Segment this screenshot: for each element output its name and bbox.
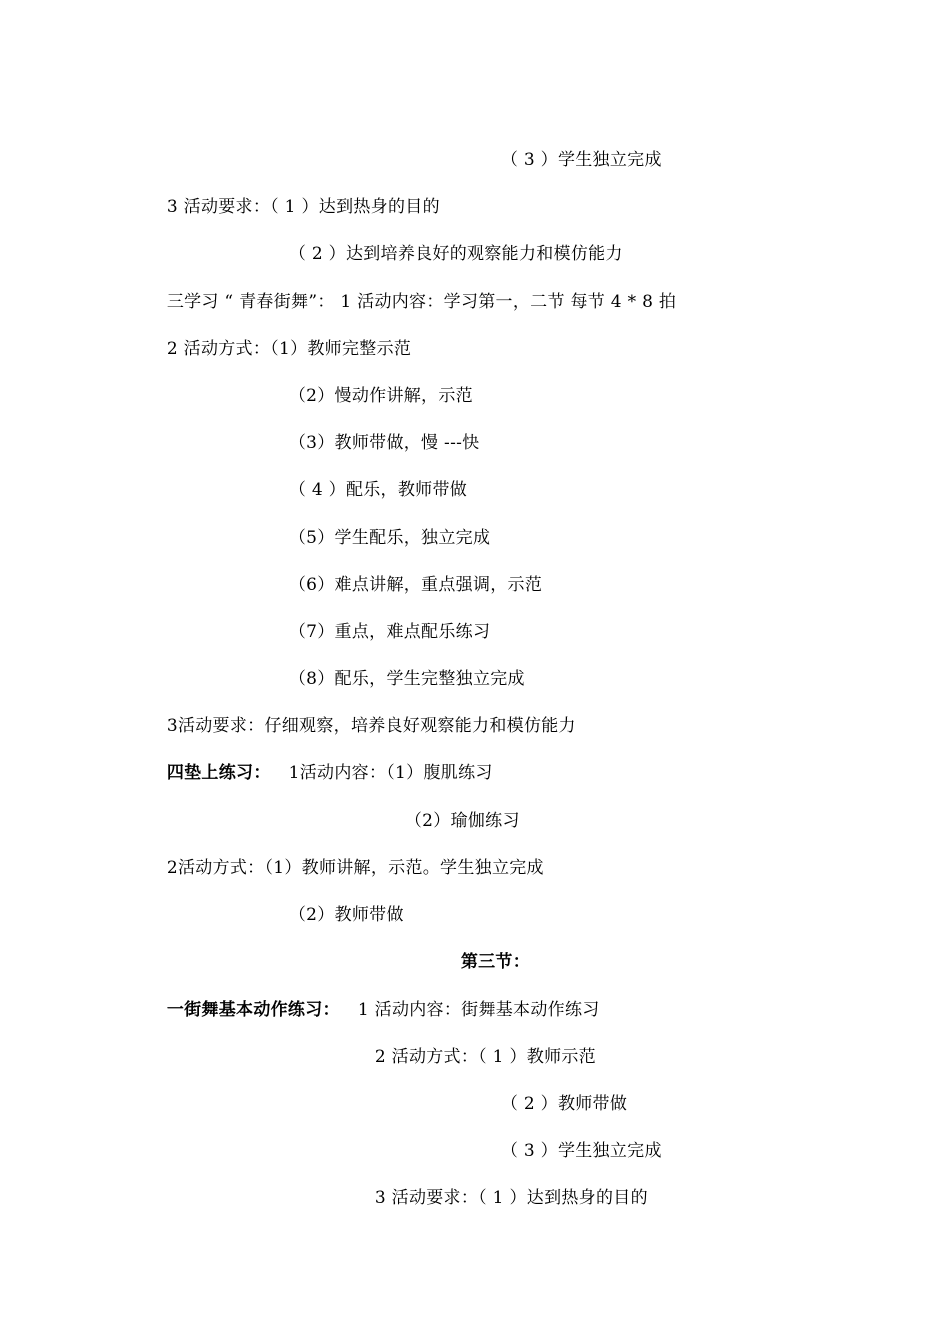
line-text: （ 4 ）配乐，教师带做: [288, 480, 468, 500]
line-text: （ 2 ）教师带做: [500, 1094, 628, 1114]
line-text: 2活动方式：（1）教师讲解，示范。学生独立完成: [166, 858, 544, 878]
line-text: （7）重点，难点配乐练习: [288, 622, 491, 642]
line-text: （3）教师带做，慢 ---快: [288, 433, 480, 453]
line-text: 2 活动方式：（1）教师完整示范: [166, 339, 412, 359]
line-text: （ 3 ）学生独立完成: [500, 150, 662, 170]
line-text: 3 活动要求：（ 1 ）达到热身的目的: [374, 1188, 648, 1208]
text-line: [266, 882, 404, 948]
chapter-title-text: 第三节：: [460, 952, 531, 972]
line-text: （2）教师带做: [288, 905, 404, 925]
line-text: （2）慢动作讲解，示范: [288, 386, 473, 406]
line-text: （ 3 ）学生独立完成: [500, 1141, 662, 1161]
line-text: （6）难点讲解，重点强调，示范: [288, 575, 543, 595]
line-text: 2 活动方式：（ 1 ）教师示范: [374, 1047, 596, 1067]
line-text: （2）瑜伽练习: [404, 811, 520, 831]
section-heading: 四垫上练习：: [166, 763, 271, 783]
line-text: 三学习 “ 青春街舞”： 1 活动内容：学习第一，二节 每节 4 * 8 拍: [166, 292, 677, 312]
line-text: 1 活动内容：街舞基本动作练习: [357, 1000, 600, 1020]
line-text: 3活动要求：仔细观察，培养良好观察能力和模仿能力: [166, 716, 576, 736]
text-line: [352, 1165, 648, 1231]
section-heading: 一街舞基本动作练习：: [166, 1000, 340, 1020]
line-text: （5）学生配乐，独立完成: [288, 528, 491, 548]
line-text: 3 活动要求：（ 1 ）达到热身的目的: [166, 197, 440, 217]
line-text: （ 2 ）达到培养良好的观察能力和模仿能力: [288, 244, 623, 264]
line-text: 1活动内容：（1）腹肌练习: [288, 763, 493, 783]
line-text: （8）配乐，学生完整独立完成: [288, 669, 525, 689]
text-line: [478, 127, 662, 193]
